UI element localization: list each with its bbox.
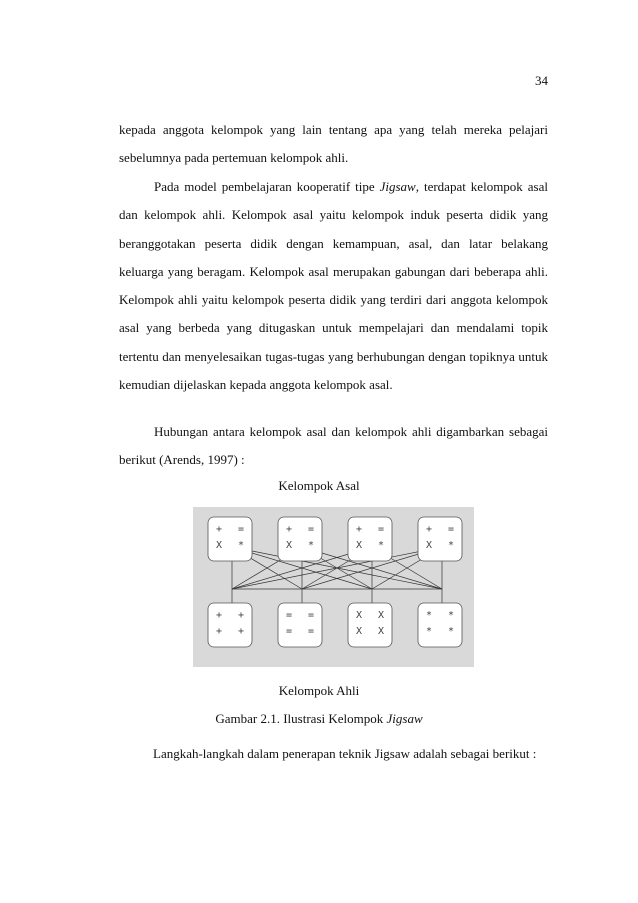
home-group-3-box (348, 517, 392, 561)
member-symbol: * (377, 540, 385, 551)
text-line: sebelumnya pada pertemuan kelompok ahli. (119, 150, 349, 166)
member-symbol: + (215, 626, 223, 637)
home-group-2-box (278, 517, 322, 561)
italic-term: Jigsaw (379, 179, 416, 194)
expert-group-2-box (278, 603, 322, 647)
paragraph-2 (119, 173, 548, 399)
expert-group-4-box (418, 603, 462, 647)
member-symbol: * (447, 626, 455, 637)
member-symbol: + (237, 626, 245, 637)
member-symbol: = (447, 524, 455, 535)
text-line: dan kelompok ahli. Kelompok asal yaitu kelompok induk peserta didik yang (119, 207, 548, 223)
member-symbol: * (425, 610, 433, 621)
figure-bottom-label: Kelompok Ahli (278, 683, 360, 698)
expert-group-1-box (208, 603, 252, 647)
member-symbol: + (215, 610, 223, 621)
expert-group-3-box (348, 603, 392, 647)
expert-group-3 (348, 603, 392, 647)
member-symbol: X (215, 540, 223, 551)
figure-top-label: Kelompok Asal (278, 478, 360, 493)
text-line: kemudian dijelaskan kepada anggota kelompok asal. (119, 377, 393, 393)
member-symbol: = (307, 524, 315, 535)
member-symbol: = (237, 524, 245, 535)
home-group-1-box (208, 517, 252, 561)
text-line (119, 173, 548, 201)
expert-group-2 (278, 603, 322, 647)
member-symbol: * (307, 540, 315, 551)
caption-text: Gambar 2.1. Ilustrasi Kelompok (215, 711, 387, 726)
text-line: berikut (Arends, 1997) : (119, 452, 245, 468)
text-line: beranggotakan peserta didik dengan kemampuan, asal, dan latar belakang (119, 235, 548, 251)
member-symbol: * (425, 626, 433, 637)
figure-caption (0, 711, 638, 727)
home-group-4 (418, 517, 462, 561)
member-symbol: = (285, 626, 293, 637)
member-symbol: * (237, 540, 245, 551)
paragraph-1 (119, 116, 548, 173)
connection-lines (232, 547, 442, 603)
text-line: tertentu dan menyelesaikan tugas-tugas yang berhubungan dengan topiknya untuk (119, 348, 548, 364)
page-number: 34 (535, 73, 548, 88)
member-symbol: X (377, 626, 385, 637)
member-symbol: X (355, 610, 363, 621)
member-symbol: * (447, 540, 455, 551)
member-symbol: = (285, 610, 293, 621)
expert-group-4 (418, 603, 462, 647)
member-symbol: + (285, 524, 293, 535)
home-group-3 (348, 517, 392, 561)
member-symbol: + (215, 524, 223, 535)
member-symbol: = (377, 524, 385, 535)
caption-italic: Jigsaw (386, 711, 423, 726)
member-symbol: X (425, 540, 433, 551)
text-line: Kelompok ahli yaitu kelompok peserta didik yang terdiri dari anggota kelompok (119, 292, 548, 308)
home-group-4-box (418, 517, 462, 561)
member-symbol: X (377, 610, 385, 621)
member-symbol: X (285, 540, 293, 551)
member-symbol: + (355, 524, 363, 535)
home-group-1 (208, 517, 252, 561)
text-line: Hubungan antara kelompok asal dan kelompok ahli digambarkan sebagai (154, 424, 548, 439)
member-symbol: * (447, 610, 455, 621)
paragraph-3 (119, 418, 548, 475)
group-boxes (208, 517, 462, 647)
expert-group-1 (208, 603, 252, 647)
text-segment: Pada model pembelajaran kooperatif tipe (154, 179, 380, 194)
member-symbol: + (237, 610, 245, 621)
member-symbol: + (425, 524, 433, 535)
member-symbol: = (307, 610, 315, 621)
text-segment: , terdapat kelompok asal (415, 179, 548, 194)
home-group-2 (278, 517, 322, 561)
member-symbol: = (307, 626, 315, 637)
text-line: kepada anggota kelompok yang lain tentang apa yang telah mereka pelajari (119, 122, 548, 137)
jigsaw-diagram (193, 507, 474, 667)
member-symbol: X (355, 626, 363, 637)
text-line: asal yang berbeda yang ditugaskan untuk mempelajari dan mendalami topik (119, 320, 548, 336)
text-line: keluarga yang beragam. Kelompok asal merupakan gabungan dari beberapa ahli. (119, 263, 548, 279)
jigsaw-figure (193, 507, 474, 667)
paragraph-4 (153, 740, 553, 768)
text-line: Langkah-langkah dalam penerapan teknik Jigsaw adalah sebagai berikut : (153, 746, 537, 761)
member-symbol: X (355, 540, 363, 551)
